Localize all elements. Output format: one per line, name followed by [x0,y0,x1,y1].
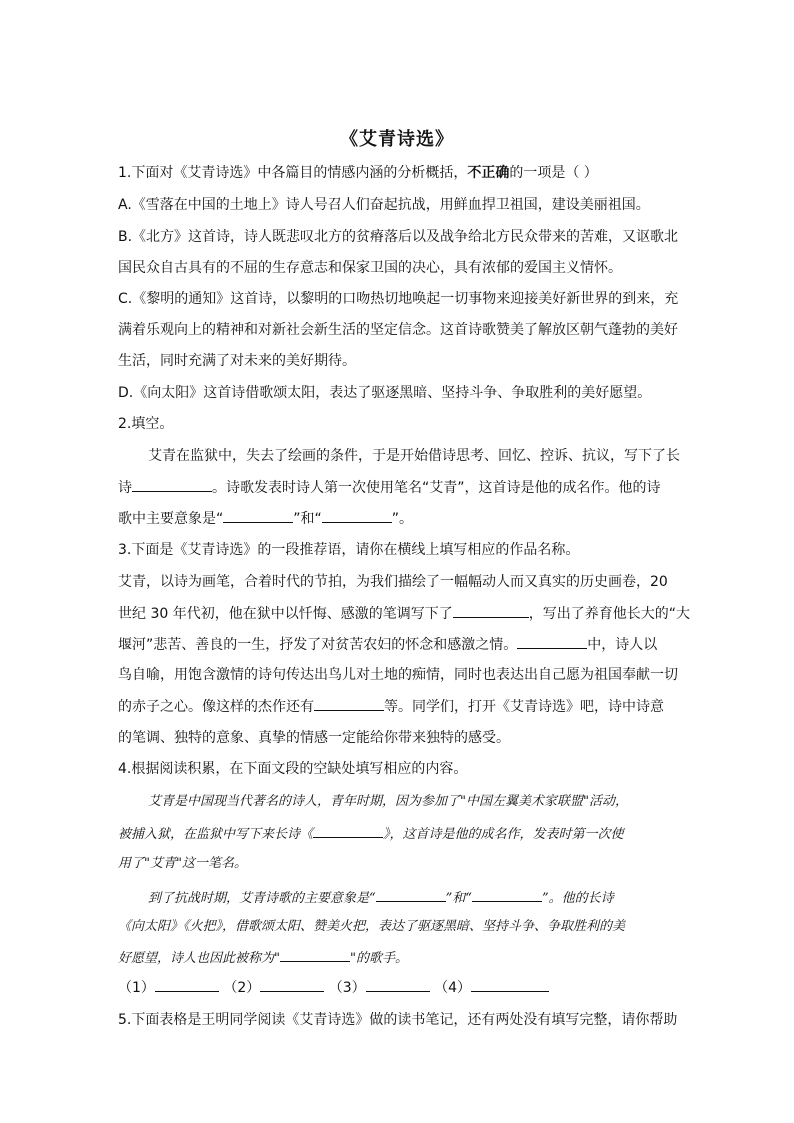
q4-text: 到了抗战时期，艾青诗歌的主要意象是“ [148,891,376,906]
q2-paragraph-line3 [118,508,413,529]
q1-stem [118,163,598,183]
q1-option-b-line1: B.《北方》这首诗，诗人既悲叹北方的贫瘠落后以及战争给北方民众带来的苦难，又讴歌北 [118,229,679,245]
q3-line2 [118,603,690,624]
q4-answer-row [118,977,549,998]
q3-blank-1[interactable] [453,603,529,618]
page-title: 《艾青诗选》 [340,129,454,150]
q4-answer-blank-1[interactable] [155,977,219,992]
q2-text: 歌中主要意象是“ [118,511,224,527]
q3-blank-2[interactable] [517,634,587,649]
q1-option-c-line3: 生活，同时充满了对未来的美好期待。 [118,353,356,369]
q3-blank-3[interactable] [314,696,384,711]
q3-text: 的赤子之心。像这样的杰作还有 [118,699,314,715]
q1-stem-emphasis: 不正确 [467,165,510,181]
q2-paragraph-line2 [118,477,661,498]
q4-passage-line3: 用了"艾青"这一笔名。 [118,856,247,871]
q3-text: 世纪 30 年代初，他在狱中以忏悔、感激的笔调写下了 [118,606,453,622]
q4-answer-label-3: （3） [328,980,366,996]
q1-stem-tail: 的一项是（ ） [509,165,598,181]
q2-text: ”。 [391,511,414,527]
q4-answer-blank-4[interactable] [471,977,549,992]
q4-answer-label-1: （1） [118,980,155,996]
q2-blank-1[interactable] [132,477,212,492]
q2-blank-2[interactable] [223,508,293,523]
q2-blank-3[interactable] [322,508,392,523]
q1-option-c-line2: 满着乐观向上的精神和对新社会新生活的坚定信念。这首诗歌赞美了解放区朝气蓬勃的美好 [118,322,678,338]
q4-blank-2[interactable] [376,887,446,902]
q4-blank-1[interactable] [313,823,383,838]
q2-paragraph-line1: 艾青在监狱中，失去了绘画的条件，于是开始借诗思考、回忆、控诉、抗议，写下了长 [148,448,680,464]
q4-text: ”和“ [445,891,472,906]
q3-text: 堰河”悲苦、善良的一生，抒发了对贫苦农妇的怀念和感激之情。 [118,637,518,653]
q4-passage-line6 [118,947,408,969]
q4-answer-blank-2[interactable] [260,977,324,992]
q4-blank-4[interactable] [280,947,350,962]
q4-answer-label-4: （4） [434,980,472,996]
q4-blank-3[interactable] [472,887,542,902]
q1-option-b-line2: 国民众自古具有的不屈的生存意志和保家卫国的决心，具有浓郁的爱国主义情怀。 [118,260,622,276]
q3-stem: 3.下面是《艾青诗选》的一段推荐语，请你在横线上填写相应的作品名称。 [118,542,580,558]
q4-passage-line2 [118,823,624,845]
q4-text: 被捕入狱，在监狱中写下来长诗《 [118,827,314,842]
q4-text: 》，这首诗是他的成名作，发表时第一次使 [383,827,624,842]
q1-option-d: D.《向太阳》这首诗借歌颂太阳，表达了驱逐黑暗、坚持斗争、争取胜利的美好愿望。 [118,385,652,401]
q4-passage-line4 [148,887,614,909]
q4-passage-line1: 艾青是中国现当代著名的诗人，青年时期，因为参加了"中国左翼美术家联盟"活动， [148,794,628,809]
q4-text: "的歌手。 [349,951,408,966]
q4-text: 好愿望，诗人也因此被称为" [118,951,280,966]
q2-stem: 2.填空。 [118,416,174,432]
q3-line3 [118,634,657,655]
q1-option-c-line1: C.《黎明的通知》这首诗，以黎明的口吻热切地唤起一切事物来迎接美好新世界的到来，充 [118,291,679,307]
q3-line4: 鸟自喻，用饱含激情的诗句传达出鸟儿对土地的痴情，同时也表达出自己愿为祖国奉献一切 [118,667,678,683]
q4-answer-blank-3[interactable] [366,977,430,992]
q4-answer-label-2: （2） [223,980,261,996]
q3-text: ，写出了养育他长大的“大 [528,606,690,622]
q2-text: 。诗歌发表时诗人第一次使用笔名“艾青”，这首诗是他的成名作。他的诗 [212,480,661,496]
q4-stem: 4.根据阅读积累，在下面文段的空缺处填写相应的内容。 [118,761,468,777]
q5-stem: 5.下面表格是王明同学阅读《艾青诗选》做的读书笔记，还有两处没有填写完整，请你帮助 [118,1012,678,1028]
q3-text: 中，诗人以 [587,637,658,653]
q4-text: ”。他的长诗 [541,891,614,906]
q3-line6: 的笔调、独特的意象、真挚的情感一定能给你带来独特的感受。 [118,730,510,746]
q1-stem-text: 1.下面对《艾青诗选》中各篇目的情感内涵的分析概括， [118,165,468,181]
q3-text: 等。同学们，打开《艾青诗选》吧，诗中诗意 [384,699,664,715]
q3-line5 [118,696,664,717]
q2-text: ”和“ [293,511,322,527]
q3-line1: 艾青，以诗为画笔，合着时代的节拍，为我们描绘了一幅幅动人而又真实的历史画卷，20 [118,574,668,590]
q1-option-a: A.《雪落在中国的土地上》诗人号召人们奋起抗战，用鲜血捍卫祖国，建设美丽祖国。 [118,197,650,213]
q2-text: 诗 [118,480,132,496]
q4-passage-line5: 《向太阳》《火把》，借歌颂太阳、赞美火把，表达了驱逐黑暗、坚持斗争、争取胜利的美 [118,919,626,934]
